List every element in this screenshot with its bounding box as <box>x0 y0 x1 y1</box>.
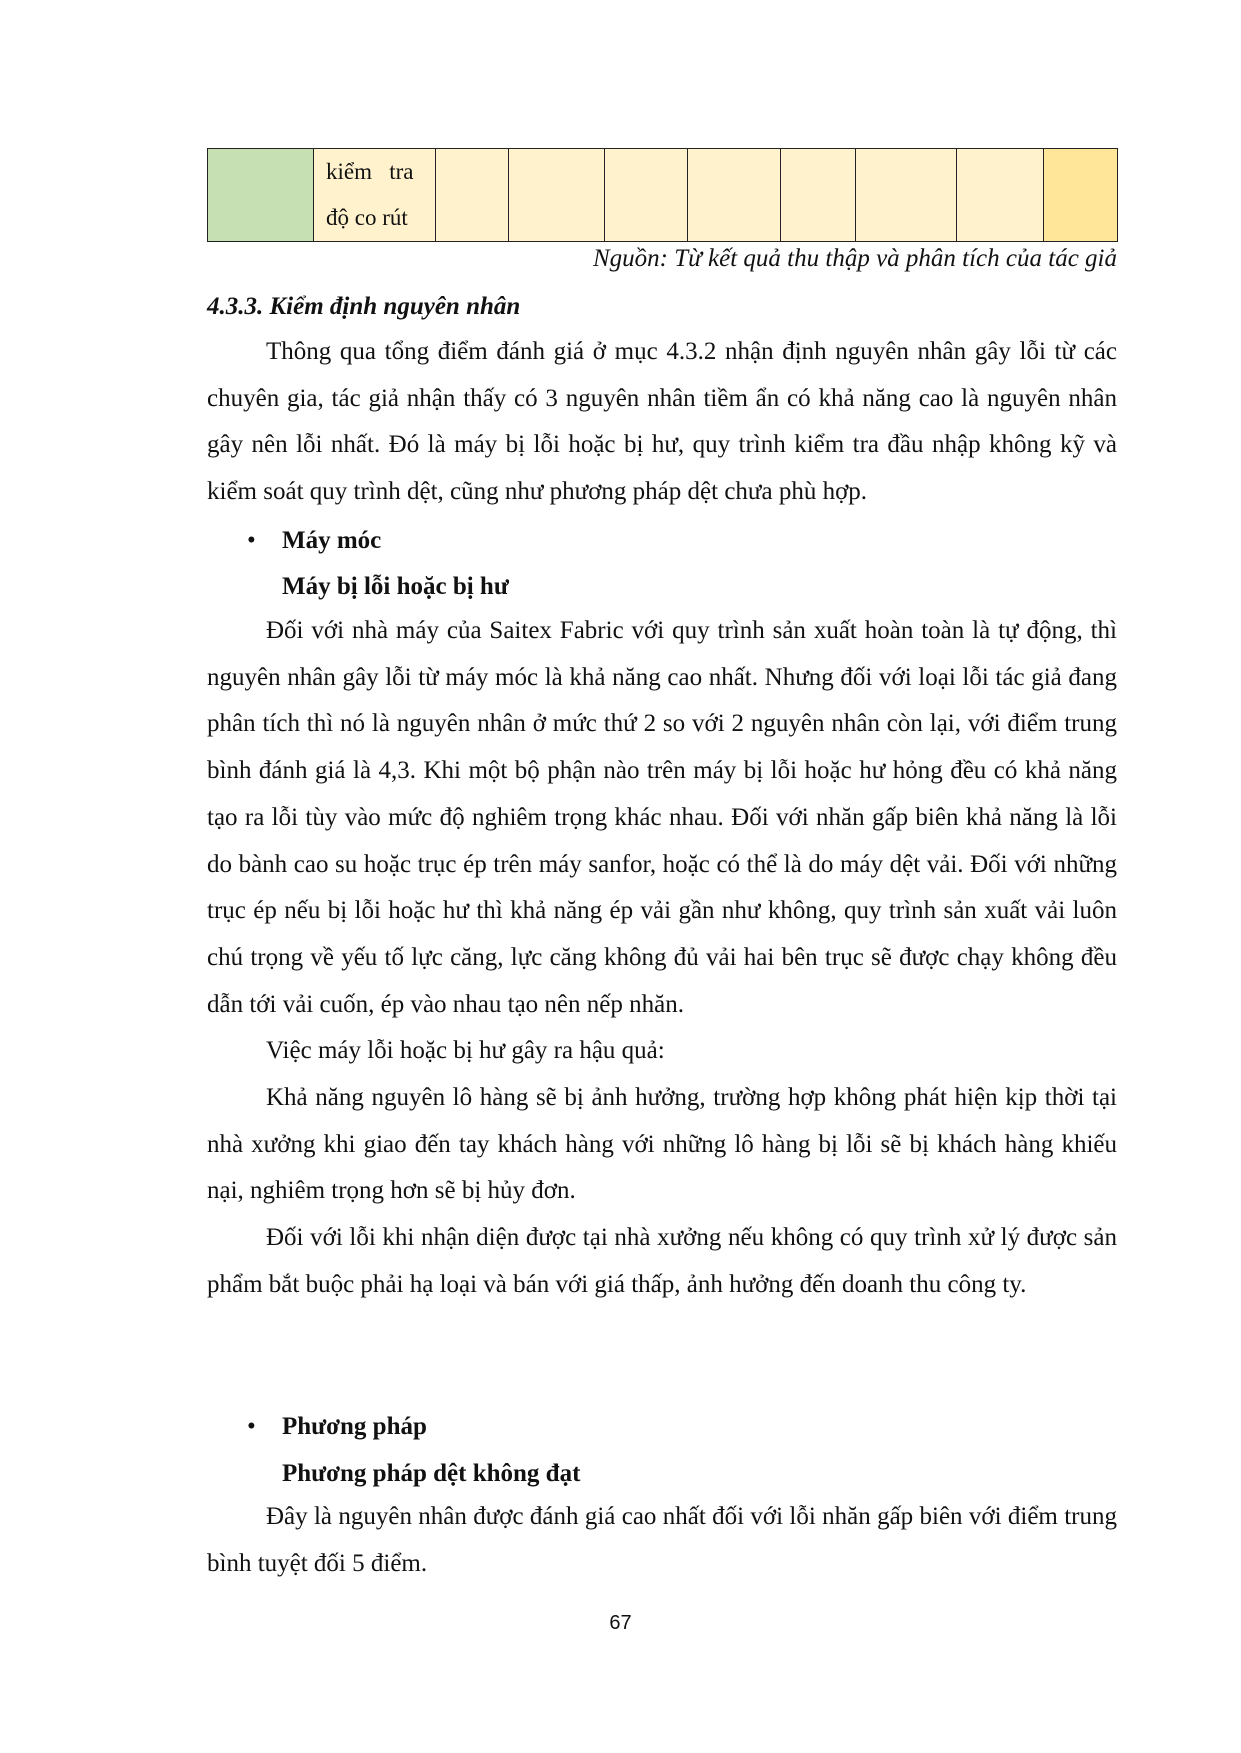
bullet-title: Phương pháp <box>282 1413 427 1440</box>
consequence-intro: Việc máy lỗi hoặc bị hư gây ra hậu quả: <box>266 1037 665 1065</box>
method-paragraph: Đây là nguyên nhân được đánh giá cao nhất đối với lỗi nhăn gấp biên với điểm trung bình tuyệt đối 5 điểm. <box>207 1503 1117 1577</box>
table-cell-cause <box>314 149 436 242</box>
intro-paragraph-block <box>207 329 1117 516</box>
machine-paragraph-block <box>207 608 1117 1309</box>
page-number: 67 <box>609 1612 632 1634</box>
intro-paragraph: Thông qua tổng điểm đánh giá ở mục 4.3.2 nhận định nguyên nhân gây lỗi từ các chuyên gia, tác giả nhận thấy có 3 nguyên nhân tiềm ẩn có khả năng cao là nguyên nhân gây nên lỗi nhất. Đó là máy bị lỗi hoặc bị hư, quy trình kiểm tra đầu nhập không kỹ và kiểm soát quy trình dệt, cũng như phương pháp dệt chưa phù hợp. <box>207 338 1117 506</box>
evaluation-table-fragment <box>207 148 1118 242</box>
machine-paragraph: Đối với nhà máy của Saitex Fabric với quy trình sản xuất hoàn toàn là tự động, thì nguyên nhân gây lỗi từ máy móc là khả năng cao nhất. Nhưng đối với loại lỗi tác giả đang phân tích thì nó là nguyên nhân ở mức thứ 2 so với 2 nguyên nhân còn lại, với điểm trung bình đánh giá là 4,3. Khi một bộ phận nào trên máy bị lỗi hoặc hư hỏng đều có khả năng tạo ra lỗi tùy vào mức độ nghiêm trọng khác nhau. Đối với nhăn gấp biên khả năng là lỗi do bành cao su hoặc trục ép trên máy sanfor, hoặc có thể là do máy dệt vải. Đối với những trục ép nếu bị lỗi hoặc hư thì khả năng ép vải gần như không, quy trình sản xuất vải luôn chú trọng về yếu tố lực căng, lực căng không đủ vải hai bên trục sẽ được chạy không đều dẫn tới vải cuốn, ép vào nhau tạo nên nếp nhăn. <box>207 617 1117 1018</box>
table-cell-score <box>436 149 509 242</box>
table-cell-score <box>856 149 957 242</box>
table-cell-score <box>781 149 856 242</box>
table-cell-score <box>688 149 781 242</box>
table-cell-category <box>208 149 314 242</box>
cause-label-line-1: kiểm tra <box>326 159 414 184</box>
cause-label-line-2: độ co rút <box>326 205 408 230</box>
subheading-machine-fault: Máy bị lỗi hoặc bị hư <box>282 573 509 600</box>
bullet-marker: • <box>247 527 256 554</box>
section-heading: 4.3.3. Kiểm định nguyên nhân <box>207 293 521 320</box>
table-cell-score <box>509 149 605 242</box>
bullet-title: Máy móc <box>282 527 382 554</box>
consequence-paragraph: Khả năng nguyên lô hàng sẽ bị ảnh hưởng, trường hợp không phát hiện kịp thời tại nhà xưởng khi giao đến tay khách hàng với những lô hàng bị lỗi sẽ bị khách hàng khiếu nại, nghiêm trọng hơn sẽ bị hủy đơn. <box>207 1084 1117 1205</box>
table-cell-score <box>605 149 688 242</box>
table-cell-total <box>1044 149 1118 242</box>
bullet-marker: • <box>247 1413 256 1440</box>
method-paragraph-block <box>207 1494 1117 1587</box>
consequence-paragraph: Đối với lỗi khi nhận diện được tại nhà xưởng nếu không có quy trình xử lý được sản phẩm bắt buộc phải hạ loại và bán với giá thấp, ảnh hưởng đến doanh thu công ty. <box>207 1224 1117 1298</box>
table-row <box>208 149 1118 242</box>
subheading-weaving-method: Phương pháp dệt không đạt <box>282 1460 581 1487</box>
table-cell-score <box>957 149 1044 242</box>
table-source-note: Nguồn: Từ kết quả thu thập và phân tích của tác giả <box>593 245 1117 272</box>
